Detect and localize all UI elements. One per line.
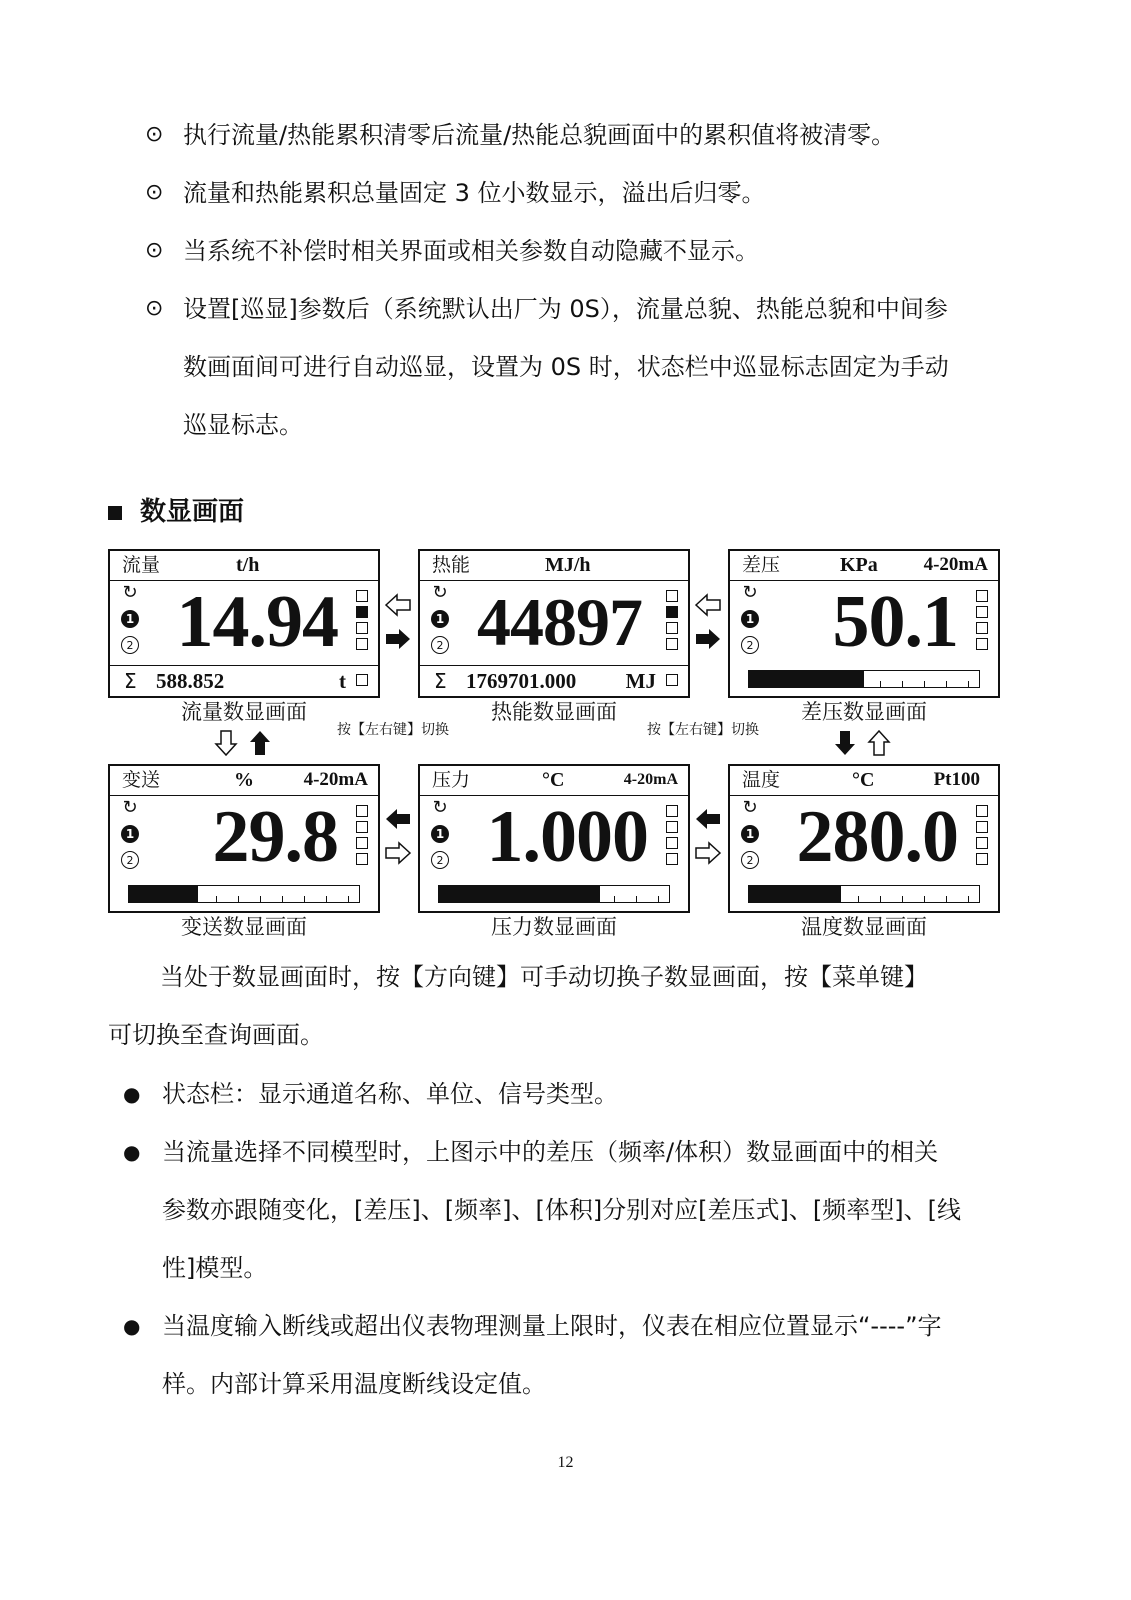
caption-heat: 热能数显画面 — [491, 700, 617, 724]
total-value: 588.852 — [156, 669, 225, 693]
circle-dot-icon: ⊙ — [145, 180, 164, 205]
status-bar — [110, 766, 378, 796]
signal-type: 4-20mA — [623, 771, 678, 788]
bullet-text: 样。内部计算采用温度断线设定值。 — [162, 1370, 546, 1398]
bullet-text: 执行流量/热能累积清零后流量/热能总貌画面中的累积值将被清零。 — [183, 121, 896, 149]
status-icons — [431, 584, 455, 662]
arrow-pair-vertical-icon — [214, 728, 274, 758]
screen-flow — [108, 549, 380, 698]
progress-fill — [129, 886, 198, 902]
progress-bar — [438, 885, 670, 903]
page-indicator — [356, 805, 370, 869]
screen-press — [418, 764, 690, 913]
caption-press: 压力数显画面 — [491, 915, 617, 939]
progress-fill — [749, 671, 864, 687]
bullet-text: 当系统不补偿时相关界面或相关参数自动隐藏不显示。 — [183, 237, 759, 265]
channel-one-icon: 1 — [121, 610, 139, 628]
progress-fill — [749, 886, 841, 902]
status-bar — [420, 766, 688, 796]
channel-two-icon: 2 — [741, 636, 759, 654]
caption-temp: 温度数显画面 — [801, 915, 927, 939]
total-row — [420, 665, 688, 696]
unit-label: t/h — [236, 554, 260, 576]
section-heading — [108, 496, 244, 528]
bullet-text: 参数亦跟随变化，[差压]、[频率]、[体积]分别对应[差压式]、[频率型]、[线 — [162, 1196, 961, 1224]
caption-flow: 流量数显画面 — [181, 700, 307, 724]
unit-label: °C — [852, 769, 875, 791]
total-value: 1769701.000 — [466, 669, 577, 693]
bullet-text: 状态栏：显示通道名称、单位、信号类型。 — [162, 1080, 618, 1108]
bullet-text: 巡显标志。 — [183, 411, 303, 439]
arrow-pair-icon — [383, 807, 413, 867]
page-indicator — [976, 590, 990, 654]
channel-one-icon: 1 — [431, 610, 449, 628]
loop-icon: ↻ — [122, 582, 138, 603]
loop-icon: ↻ — [742, 582, 758, 603]
total-row — [110, 665, 378, 696]
screen-heat — [418, 549, 690, 698]
page-number: 12 — [557, 1454, 574, 1471]
arrow-pair-icon — [383, 593, 413, 653]
channel-name: 热能 — [432, 554, 471, 576]
main-value: 44897 — [477, 584, 642, 660]
channel-two-icon: 2 — [121, 636, 139, 654]
status-icons — [121, 799, 145, 877]
body-line: 当处于数显画面时，按【方向键】可手动切换子数显画面，按【菜单键】 — [160, 963, 928, 991]
main-value: 29.8 — [212, 796, 338, 878]
channel-one-icon: 1 — [741, 825, 759, 843]
bullet-text: 流量和热能累积总量固定 3 位小数显示，溢出后归零。 — [183, 179, 766, 207]
circle-dot-icon: ⊙ — [145, 238, 164, 263]
page-indicator — [666, 805, 680, 869]
status-icons — [741, 799, 765, 877]
circle-dot-icon: ⊙ — [145, 296, 164, 321]
switch-label: 按【左右键】切换 — [647, 722, 759, 738]
square-bullet-icon — [108, 506, 122, 520]
page-indicator — [976, 805, 990, 869]
status-bar — [730, 766, 998, 796]
channel-two-icon: 2 — [741, 851, 759, 869]
indicator-box — [356, 674, 368, 686]
channel-name: 温度 — [742, 769, 781, 791]
signal-type: 4-20mA — [303, 769, 368, 790]
channel-two-icon: 2 — [431, 851, 449, 869]
progress-bar — [128, 885, 360, 903]
caption-trans: 变送数显画面 — [181, 915, 307, 939]
dot-icon: ● — [123, 1140, 141, 1164]
status-icons — [121, 584, 145, 662]
loop-icon: ↻ — [432, 797, 448, 818]
total-unit: MJ — [625, 669, 656, 693]
bullet-text: 性]模型。 — [162, 1254, 268, 1282]
caption-dp: 差压数显画面 — [801, 700, 927, 724]
channel-one-icon: 1 — [431, 825, 449, 843]
unit-label: % — [234, 769, 254, 791]
channel-one-icon: 1 — [741, 610, 759, 628]
unit-label: °C — [542, 769, 565, 791]
section-title: 数显画面 — [140, 497, 245, 527]
signal-type: 4-20mA — [923, 554, 988, 575]
arrow-pair-icon — [693, 593, 723, 653]
status-bar — [110, 551, 378, 581]
dot-icon: ● — [123, 1314, 141, 1338]
page-indicator — [356, 590, 370, 654]
progress-fill — [439, 886, 600, 902]
arrow-pair-vertical-icon — [833, 728, 893, 758]
progress-bar — [748, 670, 980, 688]
loop-icon: ↻ — [122, 797, 138, 818]
indicator-box — [666, 674, 678, 686]
main-value: 280.0 — [796, 796, 958, 878]
bullet-text: 当流量选择不同模型时，上图示中的差压（频率/体积）数显画面中的相关 — [162, 1138, 939, 1166]
arrow-pair-icon — [693, 807, 723, 867]
circle-dot-icon: ⊙ — [145, 122, 164, 147]
channel-two-icon: 2 — [431, 636, 449, 654]
channel-two-icon: 2 — [121, 851, 139, 869]
bullet-text: 当温度输入断线或超出仪表物理测量上限时，仪表在相应位置显示“----”字 — [162, 1312, 942, 1340]
body-line: 可切换至查询画面。 — [108, 1021, 324, 1049]
total-unit: t — [339, 669, 346, 693]
sigma-icon: Σ — [434, 669, 447, 693]
status-bar — [420, 551, 688, 581]
status-icons — [741, 584, 765, 662]
channel-name: 变送 — [122, 769, 161, 791]
screen-trans — [108, 764, 380, 913]
bullet-text: 设置[巡显]参数后（系统默认出厂为 0S），流量总貌、热能总貌和中间参 — [183, 295, 948, 323]
status-bar — [730, 551, 998, 581]
bullet-text: 数画面间可进行自动巡显，设置为 0S 时，状态栏中巡显标志固定为手动 — [183, 353, 949, 381]
screen-temp — [728, 764, 1000, 913]
status-icons — [431, 799, 455, 877]
screen-dp — [728, 549, 1000, 698]
dot-icon: ● — [123, 1082, 141, 1106]
switch-label: 按【左右键】切换 — [337, 722, 449, 738]
page-indicator — [666, 590, 680, 654]
channel-one-icon: 1 — [121, 825, 139, 843]
loop-icon: ↻ — [742, 797, 758, 818]
channel-name: 压力 — [432, 769, 471, 791]
unit-label: MJ/h — [545, 554, 591, 576]
main-value: 1.000 — [486, 796, 648, 878]
channel-name: 流量 — [122, 554, 161, 576]
progress-bar — [748, 885, 980, 903]
main-value: 50.1 — [832, 581, 958, 663]
channel-name: 差压 — [742, 554, 781, 576]
loop-icon: ↻ — [432, 582, 448, 603]
main-value: 14.94 — [176, 581, 338, 663]
sigma-icon: Σ — [124, 669, 137, 693]
signal-type: Pt100 — [933, 769, 980, 790]
unit-label: KPa — [840, 554, 878, 576]
